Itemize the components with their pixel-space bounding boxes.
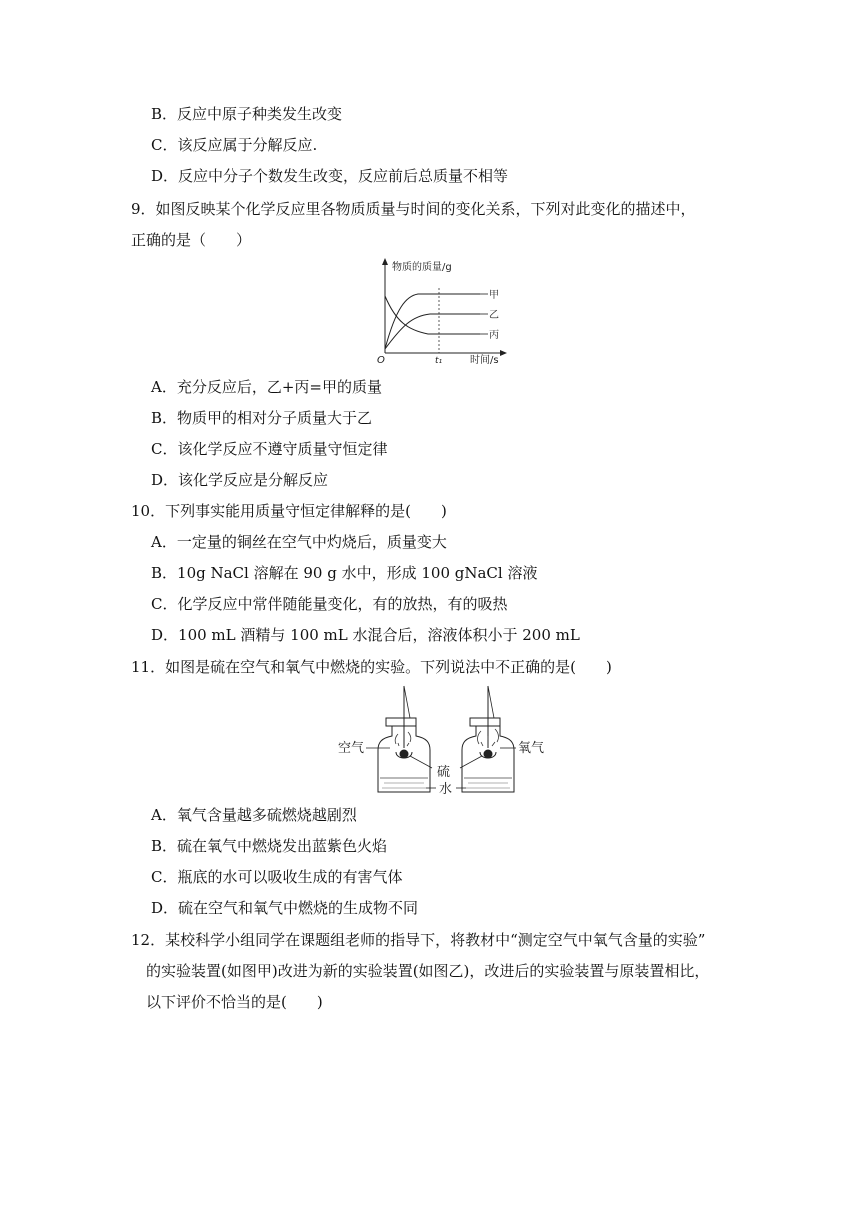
q9-ylabel: 物质的质量/g <box>392 262 452 273</box>
q10-option-a: A．一定量的铜丝在空气中灼烧后，质量变大 <box>151 533 447 551</box>
q12-stem-line2: 的实验装置(如图甲)改进为新的实验装置(如图乙)，改进后的实验装置与原装置相比， <box>146 962 710 980</box>
air-bottle <box>378 686 430 792</box>
q8-option-d: D．反应中分子个数发生改变，反应前后总质量不相等 <box>151 167 509 185</box>
q12-stem-line1: 12．某校科学小组同学在课题组老师的指导下，将教材中“测定空气中氧气含量的实验” <box>131 931 706 949</box>
q9-xlabel: 时间/s <box>470 355 499 366</box>
oxygen-bottle <box>462 686 514 792</box>
q11-label-air: 空气 <box>338 741 365 756</box>
q11-sulfur-combustion-figure <box>336 684 560 798</box>
q9-stem-line2: 正确的是（ ） <box>131 231 252 249</box>
q9-series-label-yi: 乙 <box>489 310 499 321</box>
q9-origin: O <box>377 355 385 366</box>
q9-option-d: D．该化学反应是分解反应 <box>151 471 329 489</box>
q12-stem-line3: 以下评价不恰当的是( ) <box>146 993 323 1011</box>
q10-stem: 10．下列事实能用质量守恒定律解释的是( ) <box>131 502 447 520</box>
q9-option-a: A．充分反应后，乙+丙=甲的质量 <box>151 378 382 396</box>
q11-option-c: C．瓶底的水可以吸收生成的有害气体 <box>151 868 403 886</box>
q9-option-c: C．该化学反应不遵守质量守恒定律 <box>151 440 388 458</box>
q9-option-b: B．物质甲的相对分子质量大于乙 <box>151 409 373 427</box>
q9-series-label-jia: 甲 <box>489 290 499 301</box>
q9-series-label-bing: 丙 <box>489 330 499 341</box>
q9-stem-line1: 9．如图反映某个化学反应里各物质质量与时间的变化关系，下列对此变化的描述中， <box>131 200 696 218</box>
q8-option-b: B．反应中原子种类发生改变 <box>151 105 343 123</box>
q9-t1-label: t₁ <box>435 356 443 366</box>
q11-option-b: B．硫在氧气中燃烧发出蓝紫色火焰 <box>151 837 388 855</box>
q11-option-a: A．氧气含量越多硫燃烧越剧烈 <box>151 806 357 824</box>
q11-label-water: 水 <box>439 782 453 797</box>
q11-option-d: D．硫在空气和氧气中燃烧的生成物不同 <box>151 899 419 917</box>
q9-mass-time-graph <box>372 256 508 366</box>
q11-label-oxygen: 氧气 <box>518 741 545 756</box>
q10-option-d: D．100 mL 酒精与 100 mL 水混合后，溶液体积小于 200 mL <box>151 626 580 644</box>
q11-stem: 11．如图是硫在空气和氧气中燃烧的实验。下列说法中不正确的是( ) <box>131 658 612 676</box>
q10-option-c: C．化学反应中常伴随能量变化，有的放热，有的吸热 <box>151 595 508 613</box>
q11-label-sulfur: 硫 <box>437 765 451 780</box>
q10-option-b: B．10g NaCl 溶解在 90 g 水中，形成 100 gNaCl 溶液 <box>151 564 538 582</box>
q8-option-c: C．该反应属于分解反应. <box>151 136 318 154</box>
